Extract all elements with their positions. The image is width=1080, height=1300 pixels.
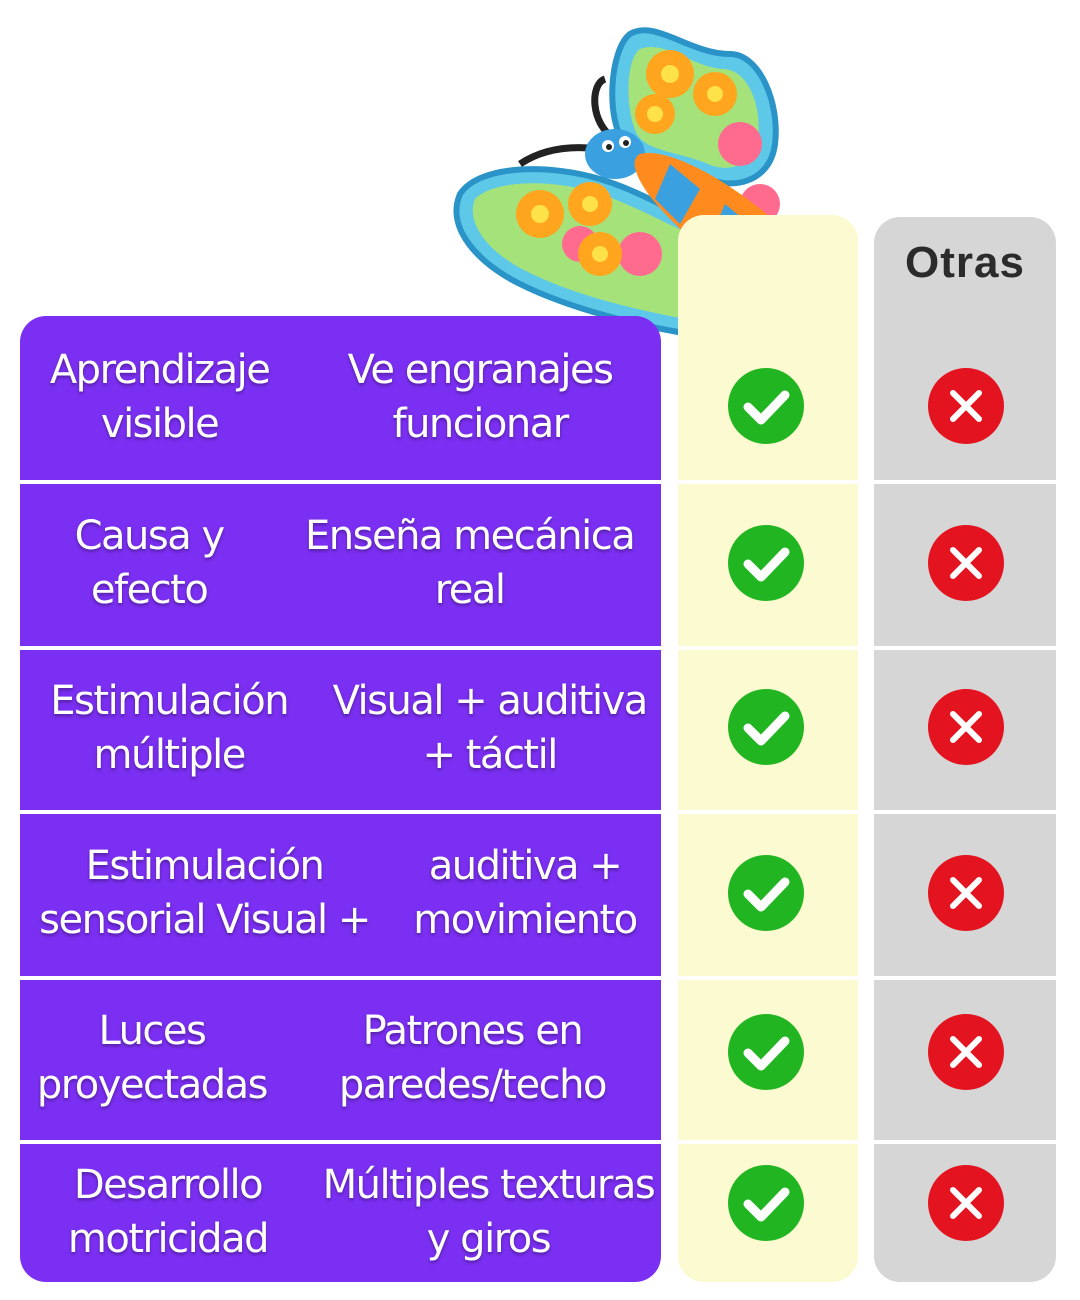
feature-label xyxy=(20,812,661,974)
check-icon xyxy=(726,1163,806,1243)
feature-title: Causa y efecto xyxy=(74,513,224,613)
feature-label xyxy=(20,648,661,808)
feature-subtitle: Enseña mecánica real xyxy=(305,513,635,613)
feature-title: Desarrollo motricidad xyxy=(67,1162,268,1262)
check-icon xyxy=(726,853,806,933)
feature-label xyxy=(20,978,661,1138)
row-divider xyxy=(20,480,1056,484)
feature-label xyxy=(20,316,661,478)
feature-label xyxy=(20,482,661,644)
feature-subtitle: Múltiples texturas y giros xyxy=(322,1162,655,1262)
row-divider xyxy=(20,810,1056,814)
check-icon xyxy=(726,1012,806,1092)
feature-subtitle: Visual + auditiva + táctil xyxy=(332,678,647,778)
feature-title: Luces proyectadas xyxy=(36,1008,267,1108)
feature-title: Estimulación múltiple xyxy=(50,678,289,778)
cross-icon xyxy=(926,1163,1006,1243)
feature-title: Aprendizaje visible xyxy=(49,347,270,447)
row-divider xyxy=(20,1140,1056,1144)
feature-label xyxy=(20,1142,661,1282)
row-divider xyxy=(20,976,1056,980)
other-column-header: Otras xyxy=(905,238,1025,287)
cross-icon xyxy=(926,853,1006,933)
check-icon xyxy=(726,366,806,446)
cross-icon xyxy=(926,366,1006,446)
feature-subtitle: Patrones en paredes/techo xyxy=(338,1008,606,1108)
cross-icon xyxy=(926,687,1006,767)
row-divider xyxy=(20,646,1056,650)
cross-icon xyxy=(926,1012,1006,1092)
check-icon xyxy=(726,523,806,603)
feature-subtitle: auditiva + movimiento xyxy=(413,843,637,943)
check-icon xyxy=(726,687,806,767)
cross-icon xyxy=(926,523,1006,603)
feature-subtitle: Ve engranajes funcionar xyxy=(347,347,613,447)
feature-title: Estimulación sensorial Visual + xyxy=(39,843,370,943)
